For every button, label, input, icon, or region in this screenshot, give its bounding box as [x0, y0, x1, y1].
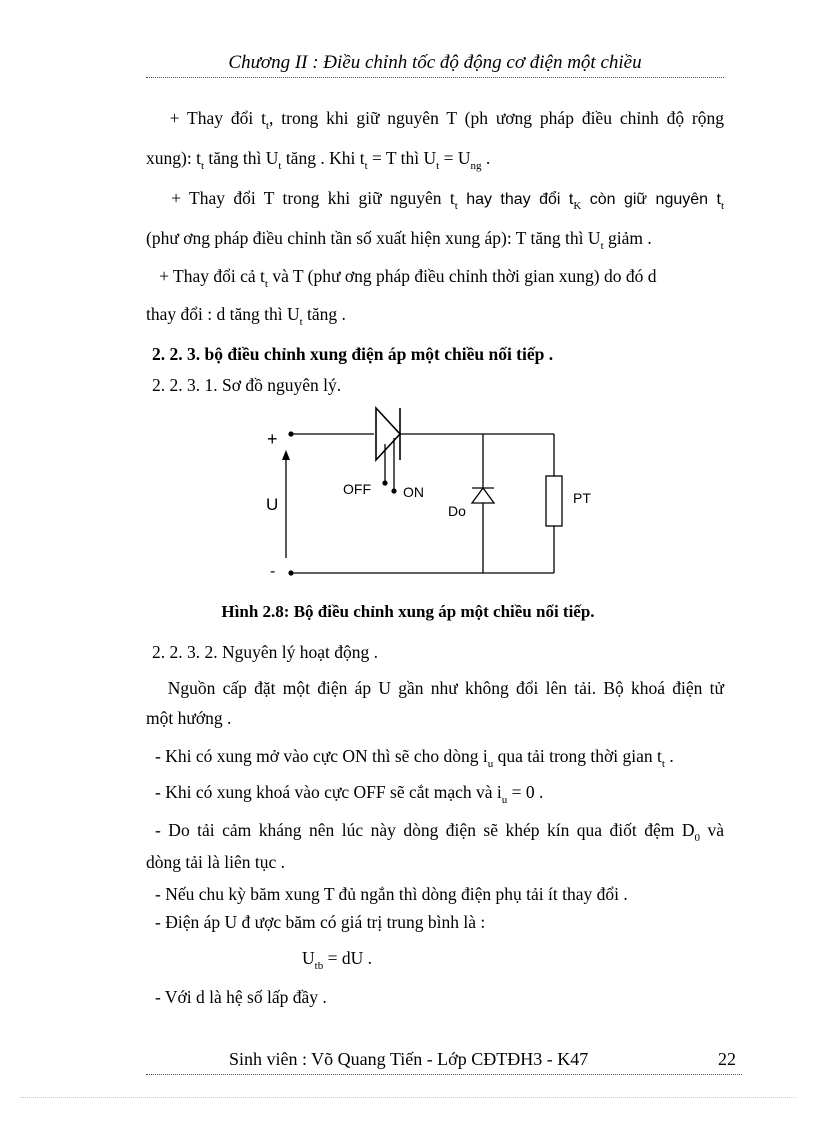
bullet-line: - Do tải cảm kháng nên lúc này dòng điện sẽ khép kín qua điốt đệm $D_0$ và: [155, 820, 724, 844]
text-line: + Thay đổi cả $t_t$ và T (phư ơng pháp điều chỉnh thời gian xung) do đó d: [159, 266, 657, 290]
bullet-line: - Với d là hệ số lấp đầy .: [155, 987, 327, 1007]
minus-label: -: [270, 563, 276, 580]
off-terminal: [382, 480, 387, 485]
bullet-line: - Điện áp U đ ược băm có giá trị trung bình là :: [155, 912, 486, 932]
text-line: + Thay đổi $t_t$, trong khi giữ nguyên T (ph ương pháp điều chỉnh độ rộng: [169, 108, 725, 132]
text-line: (phư ơng pháp điều chỉnh tần số xuất hiện xung áp): T tăng thì $U_t$ giảm .: [146, 228, 652, 252]
text-line: + Thay đổi T trong khi giữ nguyên $t_t$ hay thay đổi $t_K$ còn giữ nguyên $t_t$: [171, 188, 724, 212]
bullet-line: - Nếu chu kỳ băm xung T đủ ngắn thì dòng điện phụ tải ít thay đổi .: [155, 884, 628, 904]
text-line: dòng tải là liên tục .: [146, 852, 285, 872]
figure-caption: Hình 2.8: Bộ điều chỉnh xung áp một chiều nối tiếp.: [221, 602, 595, 621]
plus-label: +: [267, 429, 278, 449]
page-bottom-rule: [20, 1097, 796, 1098]
text-line: một hướng .: [146, 708, 232, 728]
subsection-heading: 2. 2. 3. 1. Sơ đồ nguyên lý.: [152, 375, 342, 395]
section-heading: 2. 2. 3. bộ điều chỉnh xung điện áp một chiều nối tiếp .: [152, 344, 554, 364]
footer-rule: [146, 1074, 742, 1075]
load-resistor: [546, 476, 562, 526]
on-label: ON: [403, 484, 424, 500]
on-terminal: [391, 488, 396, 493]
negative-terminal: [288, 570, 293, 575]
page-number: 22: [718, 1049, 736, 1069]
footer-student: Sinh viên : Võ Quang Tiến - Lớp CĐTĐH3 - K47: [229, 1049, 589, 1069]
positive-terminal: [288, 431, 293, 436]
voltage-arrowhead: [282, 450, 290, 460]
header-rule: [146, 77, 724, 78]
text-line: Nguồn cấp đặt một điện áp U gần như không đổi lên tải. Bộ khoá điện tử: [167, 678, 725, 698]
bullet-line: - Khi có xung mở vào cực ON thì sẽ cho dòng $i_u$ qua tải trong thời gian $t_t$ .: [155, 746, 674, 770]
thyristor-symbol: [376, 408, 400, 460]
pt-label: PT: [573, 490, 591, 506]
circuit-diagram: [240, 400, 600, 590]
u-label: U: [266, 495, 279, 514]
page-header: Chương II : Điều chỉnh tốc độ động cơ điện một chiều: [228, 52, 642, 73]
diode-symbol: [472, 488, 494, 503]
bullet-line: - Khi có xung khoá vào cực OFF sẽ cắt mạch và $i_u = 0$ .: [155, 782, 544, 806]
do-label: Do: [448, 503, 466, 519]
formula: $U_{tb}$ = dU .: [302, 948, 372, 972]
off-label: OFF: [343, 481, 371, 497]
subsection-heading: 2. 2. 3. 2. Nguyên lý hoạt động .: [152, 642, 379, 662]
text-line: thay đổi : d tăng thì $U_t$ tăng .: [146, 304, 346, 328]
text-line: xung): $t_t$ tăng thì $U_t$ tăng . Khi $t_t = T$ thì $U_t = U_{ng}$ .: [146, 148, 491, 172]
